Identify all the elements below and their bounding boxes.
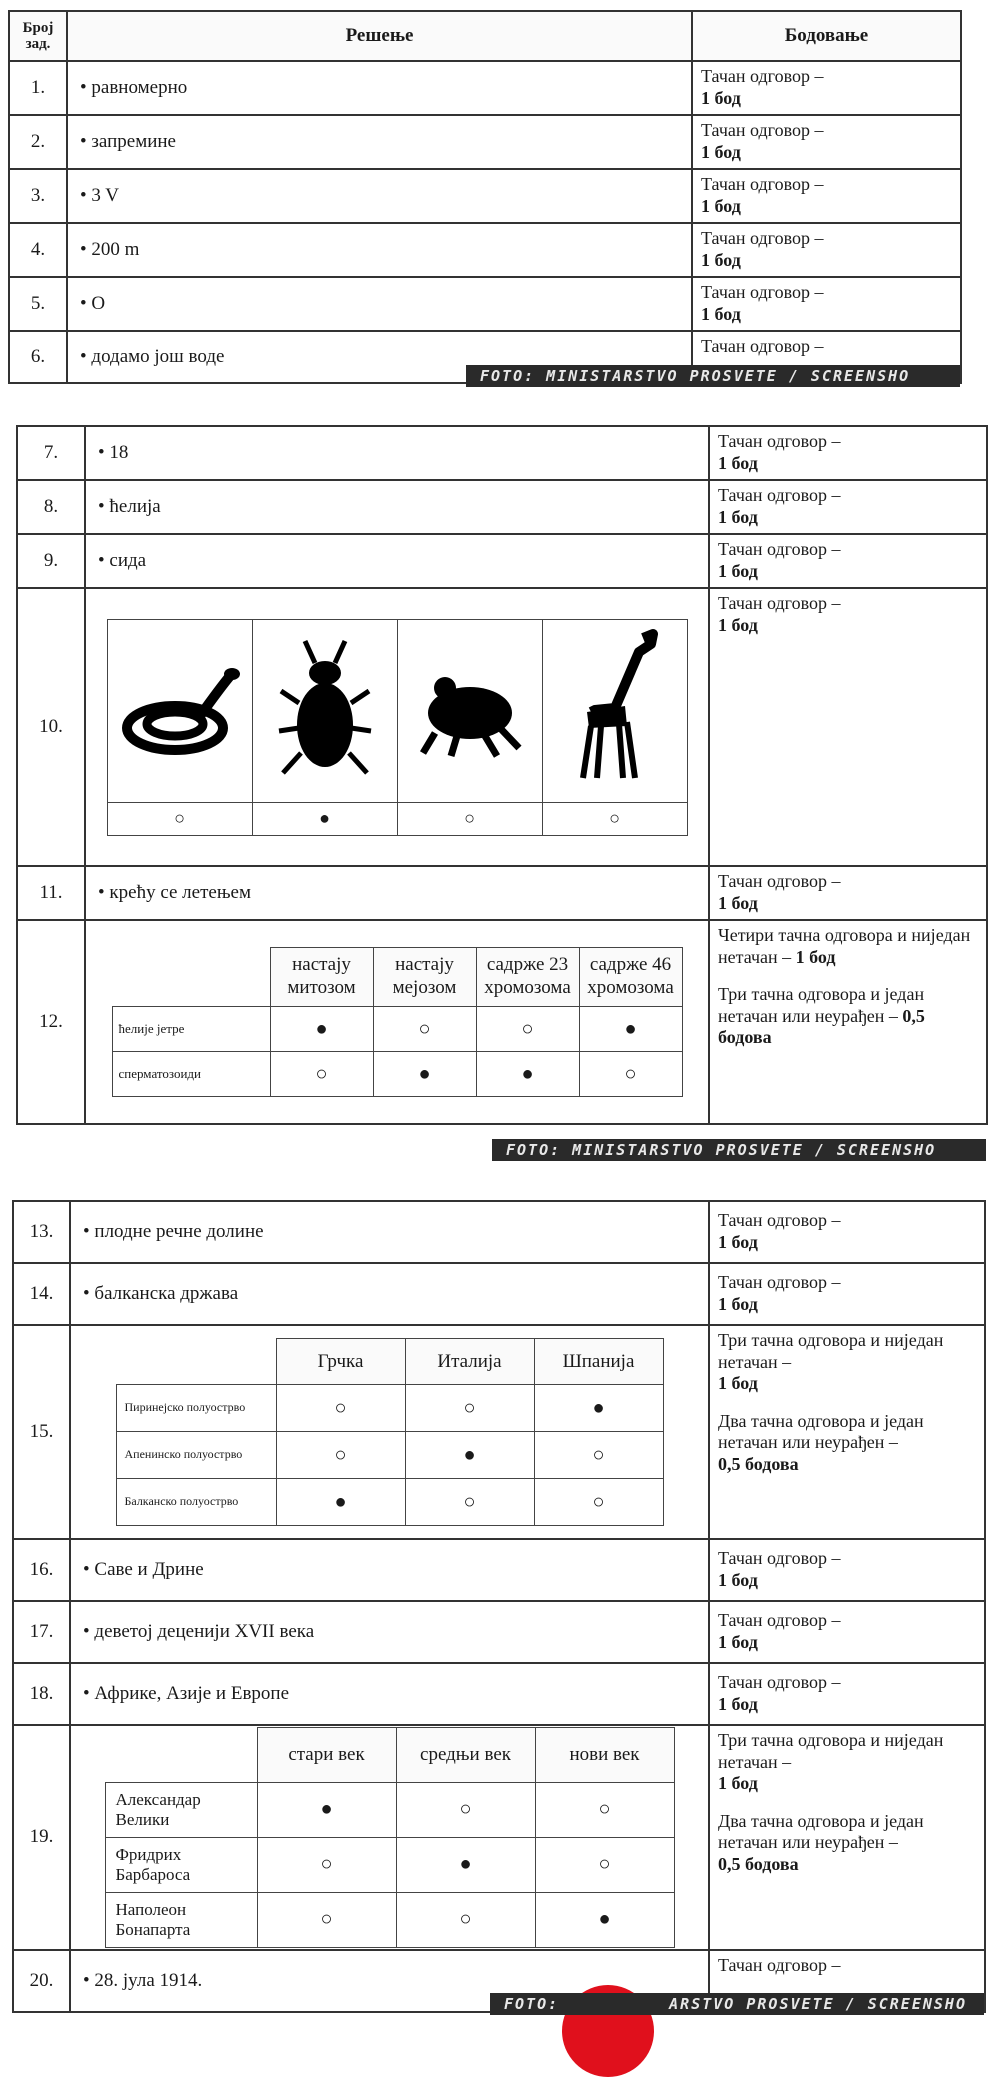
answer-mark: ●: [257, 1782, 396, 1837]
table-row: [17, 480, 987, 534]
answer-mark: ○: [270, 1052, 373, 1097]
task-number: 18.: [13, 1663, 70, 1725]
points-cell: Три тачна одговора и ниједан нетачан – 1 бод Два тачна одговора и један нетачан или неурађен – 0,5 бодова: [709, 1325, 985, 1539]
answer-mark: ○: [476, 1007, 579, 1052]
task-number: 8.: [17, 480, 85, 534]
answer-mark: ●: [535, 1892, 674, 1947]
table-row: [17, 920, 987, 1124]
answer-mark: ●: [270, 1007, 373, 1052]
answer-mark: ○: [397, 802, 542, 835]
answer-mark: ○: [276, 1432, 405, 1479]
answer-mark: ○: [257, 1837, 396, 1892]
task-number: 19.: [13, 1725, 70, 1950]
task-number: 4.: [9, 223, 67, 277]
solution-matrix: [85, 920, 709, 1124]
task-number: 16.: [13, 1539, 70, 1601]
table-header: [9, 11, 961, 61]
answer-mark: ○: [535, 1782, 674, 1837]
snake-icon: [120, 658, 240, 758]
solution-matrix: [70, 1725, 709, 1950]
column-header: настају митозом: [270, 948, 373, 1007]
answer-mark: ●: [534, 1385, 663, 1432]
solution-text: • 18: [85, 426, 709, 480]
solution-text: • 3 V: [67, 169, 692, 223]
task-number: 2.: [9, 115, 67, 169]
points-cell: Тачан одговор – 1 бод: [709, 1201, 985, 1263]
answer-mark: ○: [396, 1892, 535, 1947]
solution-text: • равномерно: [67, 61, 692, 115]
answer-mark: ○: [405, 1385, 534, 1432]
solution-text: • O: [67, 277, 692, 331]
table-row: [13, 1725, 985, 1950]
answer-key-panel-2: [16, 425, 986, 1159]
frog-picture: [397, 619, 542, 802]
cell-type-table: [112, 947, 683, 1097]
row-label: Балканско полуострво: [116, 1479, 276, 1526]
task-number: 1.: [9, 61, 67, 115]
answer-mark: ○: [542, 802, 687, 835]
row-label: Наполеон Бонапарта: [105, 1892, 257, 1947]
solution-matrix: [70, 1325, 709, 1539]
points-cell: Тачан одговор – 1 бод: [692, 61, 961, 115]
points-cell: Тачан одговор – 1 бод: [709, 1601, 985, 1663]
column-header: средњи век: [396, 1728, 535, 1783]
beetle-picture: [252, 619, 397, 802]
table-row: [9, 277, 961, 331]
table-row: [9, 61, 961, 115]
answer-mark: ●: [252, 802, 397, 835]
row-label: Александар Велики: [105, 1782, 257, 1837]
table-row: [17, 426, 987, 480]
answer-mark: ○: [107, 802, 252, 835]
answer-mark: ○: [535, 1837, 674, 1892]
row-label: сперматозоиди: [112, 1052, 270, 1097]
table-row: [17, 534, 987, 588]
peninsula-table: [116, 1338, 664, 1527]
table-row: [17, 866, 987, 920]
points-cell: Тачан одговор – 1 бод: [692, 277, 961, 331]
giraffe-picture: [542, 619, 687, 802]
points-cell: Тачан одговор – 1 бод: [692, 223, 961, 277]
points-cell: Тачан одговор – 1 бод: [709, 1663, 985, 1725]
column-header: Италија: [405, 1338, 534, 1385]
answer-mark: ○: [276, 1385, 405, 1432]
points-cell: Тачан одговор – 1 бод: [709, 534, 987, 588]
header-number: Број зад.: [9, 11, 67, 61]
answer-key-panel-3: [12, 1200, 984, 2013]
solution-text: • балканска држава: [70, 1263, 709, 1325]
points-cell: Тачан одговор – 1 бод: [709, 1263, 985, 1325]
solution-text: • Африке, Азије и Европе: [70, 1663, 709, 1725]
column-header: стари век: [257, 1728, 396, 1783]
solution-text: • ћелија: [85, 480, 709, 534]
row-label: Фридрих Барбароса: [105, 1837, 257, 1892]
table-row: [13, 1263, 985, 1325]
column-header: настају мејозом: [373, 948, 476, 1007]
points-cell: Тачан одговор – 1 бод: [709, 480, 987, 534]
points-cell: Четири тачна одговора и ниједан нетачан – 1 бод Три тачна одговора и један нетачан или неурађен – 0,5 бодова: [709, 920, 987, 1124]
points-cell: Тачан одговор – 1 бод: [709, 1539, 985, 1601]
task-number: 13.: [13, 1201, 70, 1263]
answer-key-table-3: [12, 1200, 986, 2013]
answer-mark: ●: [276, 1479, 405, 1526]
points-cell: Тачан одговор – 1 бод: [709, 588, 987, 866]
table-row: [13, 1539, 985, 1601]
answer-key-table-1: [8, 10, 962, 384]
answer-mark: ●: [396, 1837, 535, 1892]
task-number: 11.: [17, 866, 85, 920]
task-number: 3.: [9, 169, 67, 223]
table-row: [9, 115, 961, 169]
answer-mark: ●: [405, 1432, 534, 1479]
table-row: [13, 1601, 985, 1663]
answer-mark: ○: [579, 1052, 682, 1097]
points-cell: Тачан одговор –: [692, 331, 961, 383]
task-number: 12.: [17, 920, 85, 1124]
points-cell: Три тачна одговора и ниједан нетачан – 1 бод Два тачна одговора и један нетачан или неурађен – 0,5 бодова: [709, 1725, 985, 1950]
solution-text: • додамо још воде: [67, 331, 692, 383]
animal-choice-table: [107, 619, 688, 836]
column-header: садрже 46 хромозома: [579, 948, 682, 1007]
row-label: Пиринејско полуострво: [116, 1385, 276, 1432]
answer-mark: ○: [534, 1432, 663, 1479]
answer-mark: ○: [257, 1892, 396, 1947]
photo-credit-bar: FOTO: ARSTVO PROSVETE / SCREENSHO: [490, 1993, 984, 2015]
task-number: 14.: [13, 1263, 70, 1325]
answer-key-table-2: [16, 425, 988, 1125]
header-scoring: Бодовање: [692, 11, 961, 61]
table-row: [13, 1325, 985, 1539]
solution-animals: [85, 588, 709, 866]
task-number: 17.: [13, 1601, 70, 1663]
points-cell: Тачан одговор – 1 бод: [709, 426, 987, 480]
solution-text: • 28. јула 1914.: [70, 1950, 709, 2012]
task-number: 10.: [17, 588, 85, 866]
era-table: [105, 1727, 675, 1948]
answer-mark: ○: [396, 1782, 535, 1837]
task-number: 5.: [9, 277, 67, 331]
column-header: Шпанија: [534, 1338, 663, 1385]
column-header: нови век: [535, 1728, 674, 1783]
table-row: [9, 169, 961, 223]
solution-text: • Саве и Дрине: [70, 1539, 709, 1601]
header-solution: Решење: [67, 11, 692, 61]
beetle-icon: [275, 633, 375, 783]
column-header: Грчка: [276, 1338, 405, 1385]
table-row: [9, 223, 961, 277]
answer-key-panel-1: [8, 10, 960, 384]
row-label: ћелије јетре: [112, 1007, 270, 1052]
answer-mark: ○: [373, 1007, 476, 1052]
task-number: 20.: [13, 1950, 70, 2012]
answer-mark: ●: [373, 1052, 476, 1097]
solution-text: • запремине: [67, 115, 692, 169]
task-number: 15.: [13, 1325, 70, 1539]
frog-icon: [415, 658, 525, 758]
solution-text: • сида: [85, 534, 709, 588]
points-cell: Тачан одговор – 1 бод: [709, 866, 987, 920]
answer-mark: ●: [476, 1052, 579, 1097]
answer-mark: ○: [405, 1479, 534, 1526]
points-cell: Тачан одговор – 1 бод: [692, 115, 961, 169]
giraffe-icon: [565, 628, 665, 788]
table-row: [13, 1201, 985, 1263]
row-label: Апенинско полуострво: [116, 1432, 276, 1479]
task-number: 9.: [17, 534, 85, 588]
table-row: [13, 1663, 985, 1725]
solution-text: • 200 m: [67, 223, 692, 277]
points-cell: Тачан одговор –: [709, 1950, 985, 2012]
solution-text: • деветој деценији XVII века: [70, 1601, 709, 1663]
table-row: [17, 588, 987, 866]
points-cell: Тачан одговор – 1 бод: [692, 169, 961, 223]
column-header: садрже 23 хромозома: [476, 948, 579, 1007]
snake-picture: [107, 619, 252, 802]
photo-credit-bar: FOTO: MINISTARSTVO PROSVETE / SCREENSHO: [466, 365, 960, 387]
solution-text: • плодне речне долине: [70, 1201, 709, 1263]
photo-credit-bar: FOTO: MINISTARSTVO PROSVETE / SCREENSHO: [492, 1139, 986, 1161]
answer-mark: ○: [534, 1479, 663, 1526]
task-number: 6.: [9, 331, 67, 383]
answer-mark: ●: [579, 1007, 682, 1052]
task-number: 7.: [17, 426, 85, 480]
solution-text: • крећу се летењем: [85, 866, 709, 920]
